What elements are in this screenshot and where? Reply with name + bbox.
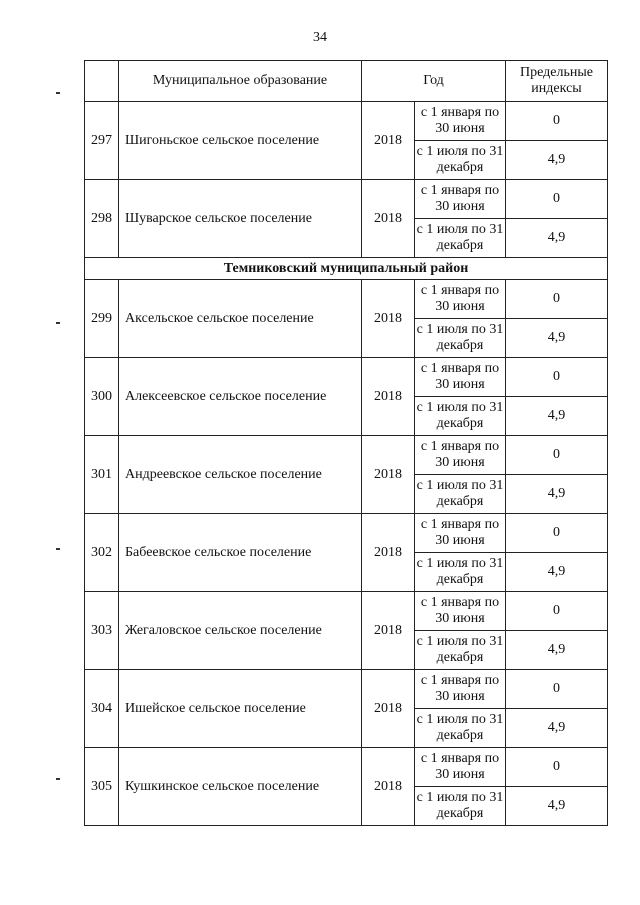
period-cell: с 1 июля по 31 декабря <box>415 709 506 748</box>
row-number: 300 <box>85 358 119 436</box>
municipality-name: Ишейское сельское поселение <box>119 670 362 748</box>
margin-mark <box>56 778 60 780</box>
table-row <box>85 514 608 553</box>
index-cell: 0 <box>506 514 608 553</box>
index-cell: 0 <box>506 180 608 219</box>
period-cell: с 1 июля по 31 декабря <box>415 397 506 436</box>
table-row <box>85 670 608 709</box>
year-cell: 2018 <box>362 358 415 436</box>
index-cell: 4,9 <box>506 219 608 258</box>
period-cell: с 1 июля по 31 декабря <box>415 475 506 514</box>
municipality-name: Шуварское сельское поселение <box>119 180 362 258</box>
index-cell: 4,9 <box>506 475 608 514</box>
row-number: 305 <box>85 748 119 826</box>
index-cell: 0 <box>506 358 608 397</box>
municipality-name: Жегаловское сельское поселение <box>119 592 362 670</box>
period-cell: с 1 января по 30 июня <box>415 670 506 709</box>
row-number: 298 <box>85 180 119 258</box>
row-number: 297 <box>85 102 119 180</box>
index-cell: 4,9 <box>506 319 608 358</box>
margin-mark <box>56 548 60 550</box>
table-row <box>85 280 608 319</box>
index-cell: 4,9 <box>506 397 608 436</box>
period-cell: с 1 января по 30 июня <box>415 748 506 787</box>
period-cell: с 1 января по 30 июня <box>415 280 506 319</box>
header-index: Предельные индексы <box>506 61 608 102</box>
district-row <box>85 258 608 280</box>
period-cell: с 1 июля по 31 декабря <box>415 219 506 258</box>
index-cell: 0 <box>506 102 608 141</box>
municipality-name: Аксельское сельское поселение <box>119 280 362 358</box>
municipality-name: Шигоньское сельское поселение <box>119 102 362 180</box>
index-cell: 4,9 <box>506 709 608 748</box>
year-cell: 2018 <box>362 436 415 514</box>
table-body <box>85 61 608 826</box>
year-cell: 2018 <box>362 280 415 358</box>
period-cell: с 1 июля по 31 декабря <box>415 141 506 180</box>
header-num <box>85 61 119 102</box>
period-cell: с 1 января по 30 июня <box>415 180 506 219</box>
year-cell: 2018 <box>362 514 415 592</box>
index-cell: 4,9 <box>506 553 608 592</box>
table-row <box>85 358 608 397</box>
header-year: Год <box>362 61 506 102</box>
period-cell: с 1 января по 30 июня <box>415 592 506 631</box>
period-cell: с 1 января по 30 июня <box>415 358 506 397</box>
row-number: 299 <box>85 280 119 358</box>
header-municipality: Муниципальное образование <box>119 61 362 102</box>
municipality-name: Андреевское сельское поселение <box>119 436 362 514</box>
row-number: 303 <box>85 592 119 670</box>
period-cell: с 1 января по 30 июня <box>415 102 506 141</box>
index-cell: 4,9 <box>506 631 608 670</box>
municipality-name: Кушкинское сельское поселение <box>119 748 362 826</box>
period-cell: с 1 июля по 31 декабря <box>415 787 506 826</box>
row-number: 302 <box>85 514 119 592</box>
year-cell: 2018 <box>362 180 415 258</box>
period-cell: с 1 июля по 31 декабря <box>415 553 506 592</box>
table-row <box>85 592 608 631</box>
header-row <box>85 61 608 102</box>
margin-mark <box>56 322 60 324</box>
page-number: 34 <box>313 30 327 45</box>
year-cell: 2018 <box>362 592 415 670</box>
year-cell: 2018 <box>362 670 415 748</box>
index-cell: 0 <box>506 670 608 709</box>
index-cell: 0 <box>506 436 608 475</box>
row-number: 304 <box>85 670 119 748</box>
tariff-index-table <box>84 60 608 826</box>
index-cell: 4,9 <box>506 787 608 826</box>
index-cell: 4,9 <box>506 141 608 180</box>
year-cell: 2018 <box>362 748 415 826</box>
index-cell: 0 <box>506 592 608 631</box>
margin-mark <box>56 92 60 94</box>
table-row <box>85 102 608 141</box>
table-row <box>85 180 608 219</box>
index-cell: 0 <box>506 748 608 787</box>
period-cell: с 1 января по 30 июня <box>415 514 506 553</box>
district-title: Темниковский муниципальный район <box>85 258 608 280</box>
period-cell: с 1 июля по 31 декабря <box>415 631 506 670</box>
municipality-name: Алексеевское сельское поселение <box>119 358 362 436</box>
period-cell: с 1 января по 30 июня <box>415 436 506 475</box>
row-number: 301 <box>85 436 119 514</box>
table-row <box>85 748 608 787</box>
period-cell: с 1 июля по 31 декабря <box>415 319 506 358</box>
index-cell: 0 <box>506 280 608 319</box>
table-row <box>85 436 608 475</box>
year-cell: 2018 <box>362 102 415 180</box>
municipality-name: Бабеевское сельское поселение <box>119 514 362 592</box>
